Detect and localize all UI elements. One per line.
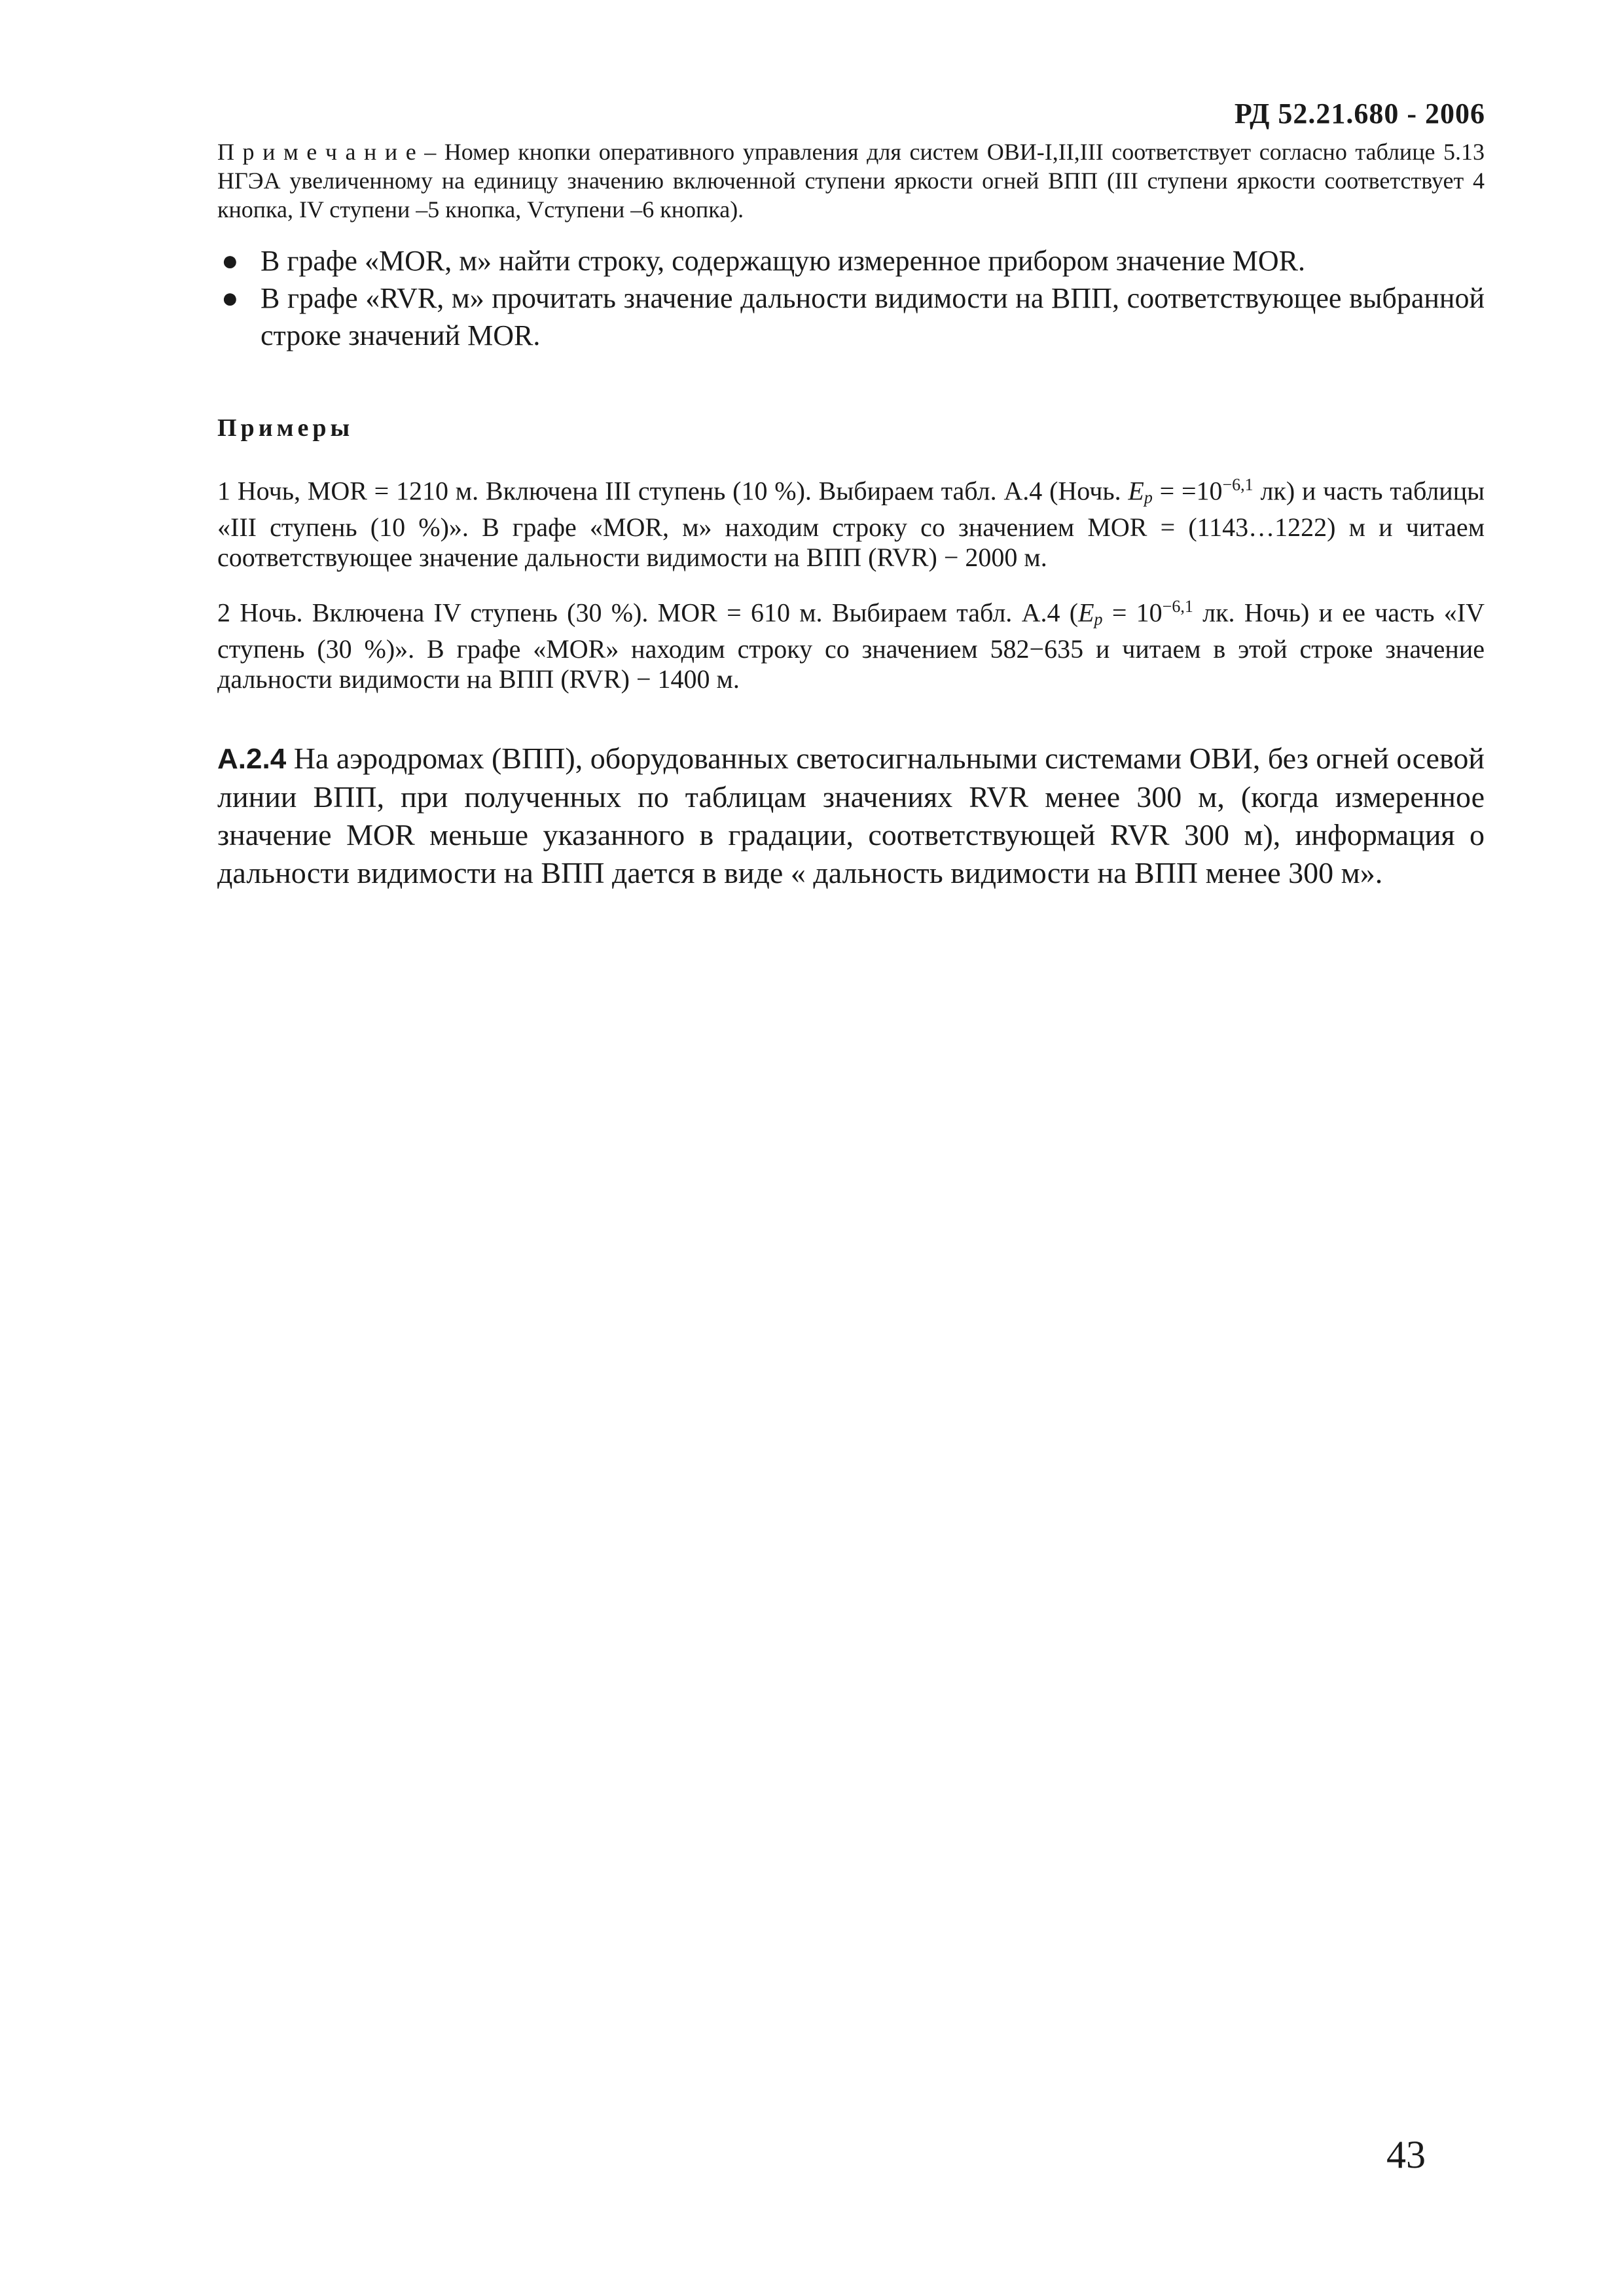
note-paragraph [217,137,1485,224]
note-label: П р и м е ч а н и е [217,139,416,165]
exponent: −6,1 [1222,475,1254,494]
example-2-part2: = 10 [1102,598,1163,628]
section-a-2-4 [217,740,1485,892]
example-2 [217,592,1485,694]
illuminance-symbol: E [1128,476,1144,506]
example-1-part2: = =10 [1152,476,1223,506]
example-1 [217,470,1485,573]
illuminance-symbol: E [1078,598,1094,628]
bullet-icon: ● [221,245,239,277]
section-number: А.2.4 [217,743,287,775]
bullet-icon: ● [221,282,239,314]
examples-heading: Примеры [217,414,354,442]
exponent: −6,1 [1162,597,1193,616]
document-code: РД 52.21.680 - 2006 [1234,98,1485,130]
example-2-part3: лк. Ночь) и ее часть «IV ступень (30 %)». В графе «MOR» находим строку со значением 582−635 и читаем в этой строке значение дальности видимости на ВПП (RVR) − 1400 м. [217,598,1485,694]
bullet-item [217,279,1485,354]
illuminance-subscript: р [1144,488,1153,507]
illuminance-subscript: р [1094,609,1103,629]
example-1-part3: лк) и часть таблицы «III ступень (10 %)». В графе «MOR, м» находим строку со значением MOR = (1143…1222) м и читаем соответствующее значение дальности видимости на ВПП (RVR) − 2000 м. [217,476,1485,573]
example-1-part1: 1 Ночь, MOR = 1210 м. Включена III ступень (10 %). Выбираем табл. А.4 (Ночь. [217,476,1128,506]
bullet-list [217,242,1485,354]
example-2-part1: 2 Ночь. Включена IV ступень (30 %). MOR = 610 м. Выбираем табл. А.4 ( [217,598,1079,628]
page-number: 43 [1386,2133,1426,2176]
section-text: На аэродромах (ВПП), оборудованных светосигнальными системами ОВИ, без огней осевой линии ВПП, при полученных по таблицам значениях RVR менее 300 м, (когда измеренное значение MOR меньше указанного в градации, соответствующей RVR 300 м), информация о дальности видимости на ВПП дается в виде « дальность видимости на ВПП менее 300 м». [217,742,1485,889]
bullet-text: В графе «RVR, м» прочитать значение дальности видимости на ВПП, соответствующее выбранной строке значений MOR. [261,282,1485,351]
note-text: – Номер кнопки оперативного управления для систем ОВИ-I,II,III соответствует согласно таблице 5.13 НГЭА увеличенному на единицу значению включенной ступени яркости огней ВПП (III ступени яркости соответствует 4 кнопка, IV ступени –5 кнопка, Vступени –6 кнопка). [217,139,1485,223]
bullet-item [217,242,1485,279]
bullet-text: В графе «MOR, м» найти строку, содержащую измеренное прибором значение MOR. [261,245,1306,277]
